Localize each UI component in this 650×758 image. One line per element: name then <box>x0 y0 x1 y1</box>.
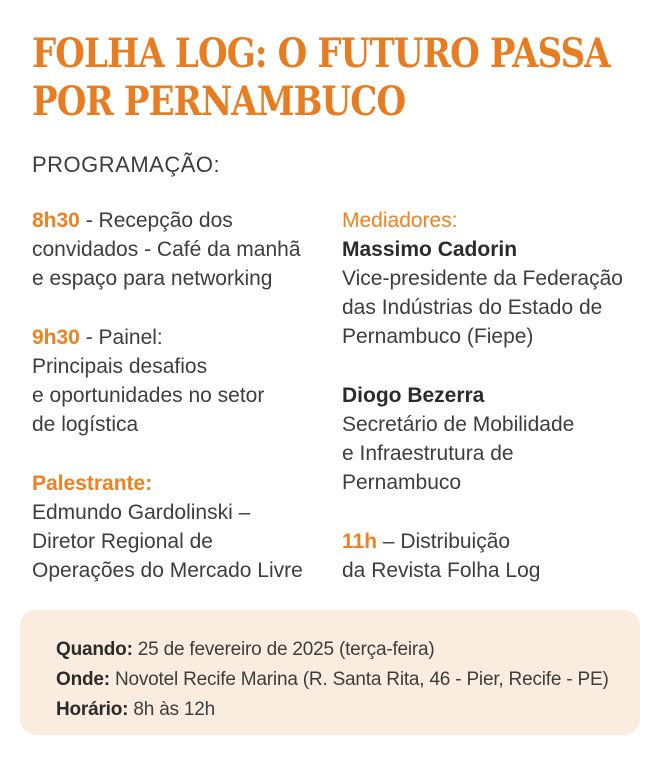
mediator-detail-line: Pernambuco (Fiepe) <box>342 325 534 348</box>
schedule-item-distribution <box>342 527 650 585</box>
schedule-text: - Recepção dos <box>79 209 233 232</box>
time-label-11h: 11h <box>342 530 378 553</box>
speaker-detail-line: Edmundo Gardolinski – <box>32 501 251 524</box>
page-title-line-1: FOLHA LOG: O FUTURO PASSA <box>32 30 610 77</box>
mediator-detail-line: e Infraestrutura de <box>342 442 514 465</box>
event-date-value: 25 de fevereiro de 2025 (terça-feira) <box>132 639 435 660</box>
schedule-line <box>342 527 650 556</box>
time-label-9h30: 9h30 <box>32 326 80 349</box>
mediator-section-massimo <box>342 206 650 351</box>
program-column-left <box>32 206 342 585</box>
schedule-text: – Distribuição <box>377 530 511 553</box>
event-details-box <box>20 610 640 735</box>
time-label-8h30: 8h30 <box>32 209 80 232</box>
schedule-text: - Painel: <box>79 326 163 349</box>
schedule-line: de logística <box>32 413 139 436</box>
program-column-right <box>342 206 650 585</box>
event-location-label: Onde: <box>56 669 110 690</box>
schedule-line: e espaço para networking <box>32 267 273 290</box>
event-date-label: Quando: <box>56 639 133 660</box>
event-date-row <box>56 635 640 665</box>
section-label-programacao: PROGRAMAÇÃO: <box>32 152 221 177</box>
page-title <box>32 30 610 126</box>
speaker-section <box>32 469 342 585</box>
event-location-row <box>56 665 640 695</box>
schedule-line: Principais desafios <box>32 355 208 378</box>
mediator-detail-line: das Indústrias do Estado de <box>342 296 603 319</box>
mediator-detail-line: Pernambuco <box>342 471 462 494</box>
event-time-row <box>56 695 640 725</box>
schedule-line: da Revista Folha Log <box>342 559 541 582</box>
mediators-heading: Mediadores: <box>342 209 458 232</box>
mediator-name: Diogo Bezerra <box>342 384 485 407</box>
schedule-line: e oportunidades no setor <box>32 384 265 407</box>
mediator-name: Massimo Cadorin <box>342 238 518 261</box>
mediator-detail-line: Secretário de Mobilidade <box>342 413 575 436</box>
page-title-line-2: POR PERNAMBUCO <box>32 78 406 125</box>
event-location-value: Novotel Recife Marina (R. Santa Rita, 46 - Pier, Recife - PE) <box>109 669 609 690</box>
schedule-line <box>32 206 342 235</box>
event-time-value: 8h às 12h <box>128 699 216 720</box>
speaker-detail-line: Diretor Regional de <box>32 530 213 553</box>
event-time-label: Horário: <box>56 699 129 720</box>
mediator-section-diogo <box>342 381 650 497</box>
program-columns <box>32 206 650 585</box>
schedule-item-reception <box>32 206 342 293</box>
schedule-item-panel <box>32 323 342 439</box>
speaker-detail-line: Operações do Mercado Livre <box>32 559 303 582</box>
mediator-detail-line: Vice-presidente da Federação <box>342 267 623 290</box>
schedule-line <box>32 323 342 352</box>
speaker-heading: Palestrante: <box>32 472 153 495</box>
schedule-line: convidados - Café da manhã <box>32 238 301 261</box>
